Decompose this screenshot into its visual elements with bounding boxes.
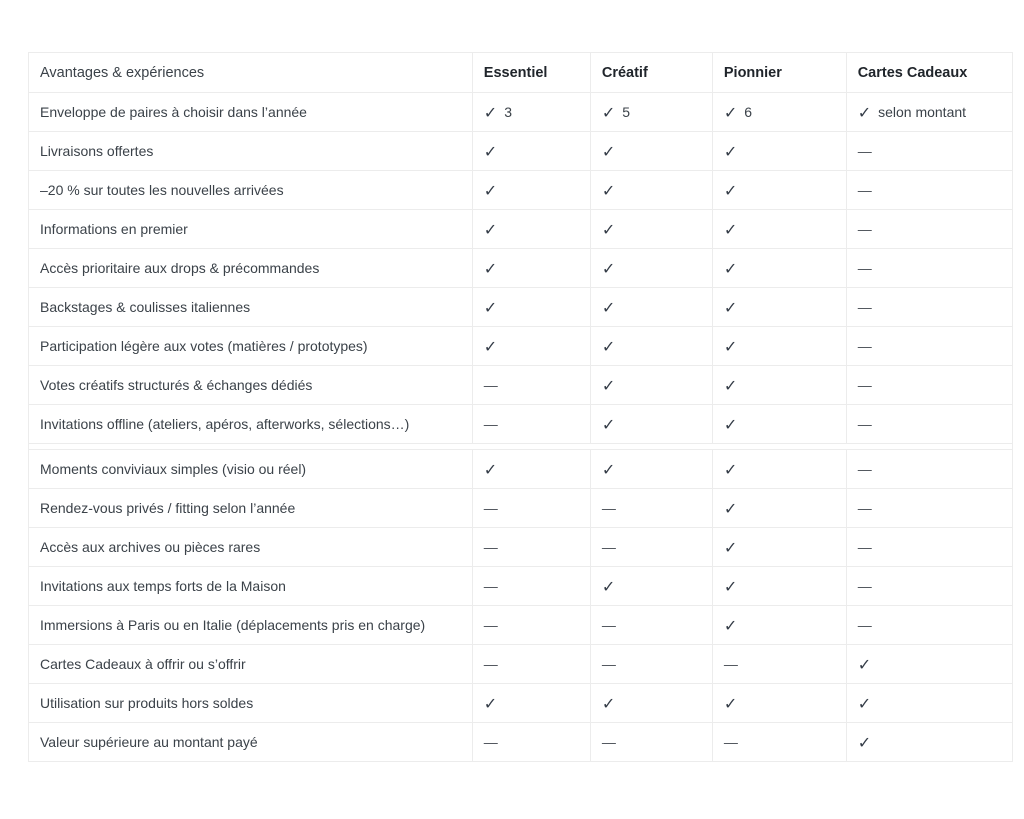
benefit-label-cell	[29, 528, 473, 567]
plan-value-cell	[472, 249, 590, 288]
plan-value-cell	[846, 171, 1012, 210]
plan-value-cell	[712, 249, 846, 288]
plan-value-cell	[712, 645, 846, 684]
plan-value-cell	[846, 450, 1012, 489]
plan-value-cell	[590, 288, 712, 327]
plan-column-header-creatif: Créatif	[590, 53, 712, 93]
check-icon: ✓	[601, 695, 616, 713]
not-included-dash: —	[601, 734, 616, 750]
benefit-label: –20 % sur toutes les nouvelles arrivées	[40, 182, 284, 198]
plan-value-cell	[590, 249, 712, 288]
check-icon: ✓	[601, 299, 616, 317]
plan-value-cell	[846, 489, 1012, 528]
plan-value-cell	[472, 327, 590, 366]
not-included-dash: —	[857, 221, 872, 237]
check-icon: ✓	[601, 104, 616, 122]
plan-value-cell	[712, 171, 846, 210]
benefit-label-cell	[29, 489, 473, 528]
plan-value-cell	[712, 366, 846, 405]
plan-value-cell	[472, 132, 590, 171]
table-row	[29, 93, 1013, 132]
check-icon: ✓	[601, 338, 616, 356]
check-icon: ✓	[483, 338, 498, 356]
check-icon: ✓	[601, 461, 616, 479]
check-note: 3	[504, 103, 512, 120]
not-included-dash: —	[857, 617, 872, 633]
benefit-label-cell	[29, 684, 473, 723]
table-row	[29, 606, 1013, 645]
plan-value-cell	[846, 684, 1012, 723]
plan-value-cell	[712, 132, 846, 171]
benefit-label: Utilisation sur produits hors soldes	[40, 695, 254, 711]
check-icon: ✓	[723, 299, 738, 317]
plan-value-cell	[712, 606, 846, 645]
plan-value-cell	[590, 132, 712, 171]
plan-value-cell	[472, 450, 590, 489]
check-icon: ✓	[723, 500, 738, 518]
check-icon: ✓	[723, 143, 738, 161]
benefit-label: Invitations aux temps forts de la Maison	[40, 578, 286, 594]
plan-value-cell	[846, 723, 1012, 762]
plan-value-cell	[590, 405, 712, 444]
features-column-header: Avantages & expériences	[29, 53, 473, 93]
plan-value-cell	[472, 645, 590, 684]
table-row	[29, 645, 1013, 684]
plan-value-cell	[846, 93, 1012, 132]
plan-value-cell	[712, 405, 846, 444]
plan-value-cell	[590, 684, 712, 723]
benefit-label-cell	[29, 450, 473, 489]
plan-value-cell	[590, 450, 712, 489]
benefit-label-cell	[29, 327, 473, 366]
membership-comparison-table	[28, 52, 1013, 762]
check-icon: ✓	[483, 143, 498, 161]
benefit-label: Moments conviviaux simples (visio ou réel)	[40, 461, 307, 477]
benefit-label-cell	[29, 606, 473, 645]
plan-value-cell	[712, 723, 846, 762]
plan-value-cell	[712, 327, 846, 366]
check-icon: ✓	[857, 695, 872, 713]
plan-value-cell	[712, 93, 846, 132]
plan-value-cell	[472, 606, 590, 645]
plan-value-cell	[590, 171, 712, 210]
plan-value-cell	[712, 567, 846, 606]
check-icon: ✓	[723, 221, 738, 239]
benefit-label-cell	[29, 132, 473, 171]
plan-value-cell	[472, 288, 590, 327]
plan-value-cell	[472, 489, 590, 528]
plan-value-cell	[472, 723, 590, 762]
check-icon: ✓	[601, 260, 616, 278]
check-icon: ✓	[723, 377, 738, 395]
plan-value-cell	[846, 645, 1012, 684]
not-included-dash: —	[723, 656, 738, 672]
benefit-label: Valeur supérieure au montant payé	[40, 734, 258, 750]
not-included-dash: —	[483, 617, 498, 633]
benefit-label: Livraisons offertes	[40, 143, 154, 159]
table-row	[29, 528, 1013, 567]
benefit-label: Informations en premier	[40, 221, 188, 237]
benefit-label-cell	[29, 93, 473, 132]
not-included-dash: —	[601, 617, 616, 633]
benefit-label: Backstages & coulisses italiennes	[40, 299, 251, 315]
benefit-label-cell	[29, 645, 473, 684]
plan-value-cell	[590, 489, 712, 528]
check-icon: ✓	[483, 182, 498, 200]
plan-value-cell	[712, 489, 846, 528]
check-note: 6	[744, 103, 753, 120]
check-icon: ✓	[723, 578, 738, 596]
check-icon: ✓	[483, 299, 498, 317]
not-included-dash: —	[857, 500, 872, 516]
plan-value-cell	[846, 288, 1012, 327]
check-icon: ✓	[723, 617, 738, 635]
check-icon: ✓	[483, 695, 498, 713]
plan-value-cell	[590, 567, 712, 606]
benefit-label: Invitations offline (ateliers, apéros, afterworks, sélections…)	[40, 416, 410, 432]
table-row	[29, 450, 1013, 489]
not-included-dash: —	[857, 539, 872, 555]
table-row	[29, 366, 1013, 405]
not-included-dash: —	[601, 656, 616, 672]
check-icon: ✓	[857, 104, 872, 122]
table-row	[29, 132, 1013, 171]
plan-value-cell	[590, 528, 712, 567]
not-included-dash: —	[857, 338, 872, 354]
plan-value-cell	[472, 528, 590, 567]
plan-value-cell	[846, 210, 1012, 249]
plan-value-cell	[846, 567, 1012, 606]
plan-value-cell	[846, 366, 1012, 405]
not-included-dash: —	[857, 416, 872, 432]
plan-column-header-essentiel: Essentiel	[472, 53, 590, 93]
not-included-dash: —	[483, 578, 498, 594]
plan-value-cell	[846, 132, 1012, 171]
benefit-label: Enveloppe de paires à choisir dans l’année	[40, 104, 307, 120]
plan-value-cell	[590, 723, 712, 762]
plan-value-cell	[712, 450, 846, 489]
table-row	[29, 210, 1013, 249]
not-included-dash: —	[857, 461, 872, 477]
table-row	[29, 249, 1013, 288]
check-note: selon montant	[878, 103, 967, 120]
benefit-label-cell	[29, 210, 473, 249]
benefit-label: Immersions à Paris ou en Italie (déplacements pris en charge)	[40, 617, 426, 633]
benefit-label-cell	[29, 366, 473, 405]
plan-value-cell	[590, 93, 712, 132]
check-icon: ✓	[483, 221, 498, 239]
plan-column-header-pionnier: Pionnier	[712, 53, 846, 93]
not-included-dash: —	[857, 578, 872, 594]
plan-value-cell	[472, 366, 590, 405]
table-body	[29, 93, 1013, 762]
benefit-label-cell	[29, 723, 473, 762]
table-row	[29, 288, 1013, 327]
check-note: 5	[622, 103, 631, 120]
table-row	[29, 723, 1013, 762]
plan-value-cell	[846, 327, 1012, 366]
table-row	[29, 489, 1013, 528]
benefit-label: Cartes Cadeaux à offrir ou s’offrir	[40, 656, 246, 672]
not-included-dash: —	[601, 500, 616, 516]
not-included-dash: —	[483, 416, 498, 432]
benefit-label-cell	[29, 171, 473, 210]
plan-value-cell	[846, 528, 1012, 567]
not-included-dash: —	[601, 539, 616, 555]
check-icon: ✓	[483, 260, 498, 278]
check-icon: ✓	[483, 104, 498, 122]
benefit-label: Rendez-vous privés / fitting selon l’année	[40, 500, 296, 516]
check-icon: ✓	[601, 377, 616, 395]
not-included-dash: —	[483, 377, 498, 393]
plan-value-cell	[846, 249, 1012, 288]
check-icon: ✓	[723, 539, 738, 557]
not-included-dash: —	[483, 656, 498, 672]
check-icon: ✓	[857, 656, 872, 674]
benefit-label-cell	[29, 405, 473, 444]
plan-value-cell	[472, 567, 590, 606]
benefit-label-cell	[29, 288, 473, 327]
check-icon: ✓	[723, 461, 738, 479]
check-icon: ✓	[723, 695, 738, 713]
table-row	[29, 405, 1013, 444]
check-icon: ✓	[857, 734, 872, 752]
not-included-dash: —	[857, 299, 872, 315]
plan-value-cell	[472, 171, 590, 210]
table-row	[29, 327, 1013, 366]
table-header-row	[29, 53, 1013, 93]
plan-value-cell	[472, 405, 590, 444]
benefit-label: Accès aux archives ou pièces rares	[40, 539, 261, 555]
not-included-dash: —	[483, 734, 498, 750]
plan-value-cell	[846, 606, 1012, 645]
check-icon: ✓	[723, 182, 738, 200]
plan-column-header-cartes-cadeaux: Cartes Cadeaux	[846, 53, 1012, 93]
plan-value-cell	[472, 684, 590, 723]
plan-value-cell	[590, 210, 712, 249]
table-row	[29, 567, 1013, 606]
check-icon: ✓	[601, 143, 616, 161]
check-icon: ✓	[601, 182, 616, 200]
plan-value-cell	[712, 210, 846, 249]
plan-value-cell	[590, 645, 712, 684]
not-included-dash: —	[857, 377, 872, 393]
not-included-dash: —	[857, 182, 872, 198]
benefit-label-cell	[29, 567, 473, 606]
plan-value-cell	[846, 405, 1012, 444]
plan-value-cell	[590, 606, 712, 645]
table-row	[29, 684, 1013, 723]
check-icon: ✓	[601, 416, 616, 434]
benefit-label: Votes créatifs structurés & échanges dédiés	[40, 377, 313, 393]
check-icon: ✓	[601, 221, 616, 239]
not-included-dash: —	[723, 734, 738, 750]
check-icon: ✓	[483, 461, 498, 479]
check-icon: ✓	[723, 416, 738, 434]
plan-value-cell	[590, 366, 712, 405]
check-icon: ✓	[723, 338, 738, 356]
not-included-dash: —	[857, 260, 872, 276]
plan-value-cell	[590, 327, 712, 366]
benefit-label: Accès prioritaire aux drops & précommandes	[40, 260, 320, 276]
check-icon: ✓	[723, 260, 738, 278]
plan-value-cell	[712, 288, 846, 327]
plan-value-cell	[472, 93, 590, 132]
benefit-label-cell	[29, 249, 473, 288]
not-included-dash: —	[483, 539, 498, 555]
benefit-label: Participation légère aux votes (matières / prototypes)	[40, 338, 368, 354]
table-row	[29, 171, 1013, 210]
plan-value-cell	[712, 684, 846, 723]
not-included-dash: —	[857, 143, 872, 159]
check-icon: ✓	[601, 578, 616, 596]
plan-value-cell	[712, 528, 846, 567]
check-icon: ✓	[723, 104, 738, 122]
not-included-dash: —	[483, 500, 498, 516]
table-header	[29, 53, 1013, 93]
plan-value-cell	[472, 210, 590, 249]
